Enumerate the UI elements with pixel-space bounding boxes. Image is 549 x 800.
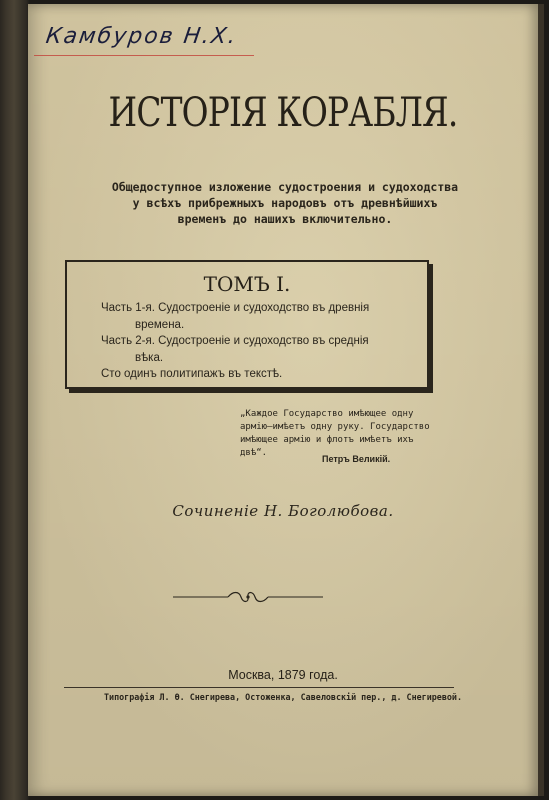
handwritten-signature: Камбуров Н.Х.: [44, 24, 240, 49]
volume-part-line: вѣка.: [135, 351, 164, 364]
book-subtitle: [62, 179, 508, 227]
epigraph-line: двѣ“.: [240, 448, 268, 458]
book-title: ИСТОРІЯ КОРАБЛЯ.: [108, 90, 458, 136]
subtitle-line: Общедоступное изложение судостроения и судоходства: [111, 180, 459, 194]
volume-title: ТОМЪ I.: [203, 272, 291, 296]
volume-box: [65, 260, 429, 389]
epigraph-author: Петръ Великій.: [322, 454, 391, 464]
volume-contents: [101, 300, 421, 383]
subtitle-line: у всѣхъ прибрежныхъ народовъ отъ древнѣйшихъ: [132, 196, 438, 210]
epigraph-line: „Каждое Государство имѣющее одну: [240, 409, 414, 419]
epigraph-quote: [240, 408, 440, 460]
author-line: Сочиненіе Н. Боголюбова.: [172, 502, 394, 520]
ornament-divider-icon: [173, 590, 323, 604]
volume-part-line: времена.: [135, 318, 185, 331]
volume-illustrations-line: Сто одинъ политипажъ въ текстѣ.: [101, 368, 283, 380]
place-and-year: Москва, 1879 года.: [228, 668, 338, 682]
volume-part-line: Часть 1-я. Судостроеніе и судоходство въ древнія: [101, 302, 370, 314]
title-page: [28, 4, 544, 796]
epigraph-line: имѣющее армію и флотъ имѣетъ ихъ: [240, 435, 414, 445]
signature-underline: [34, 55, 254, 56]
imprint-rule: [64, 687, 454, 688]
epigraph-line: армію—имѣетъ одну руку. Государство: [240, 422, 430, 432]
subtitle-line: временъ до нашихъ включительно.: [177, 212, 393, 226]
volume-part-line: Часть 2-я. Судостроеніе и судоходство въ среднія: [101, 335, 369, 347]
printer-imprint: Типографія Л. Ѳ. Снегирева, Остоженка, Савеловскій пер., д. Снегиревой.: [104, 692, 462, 702]
